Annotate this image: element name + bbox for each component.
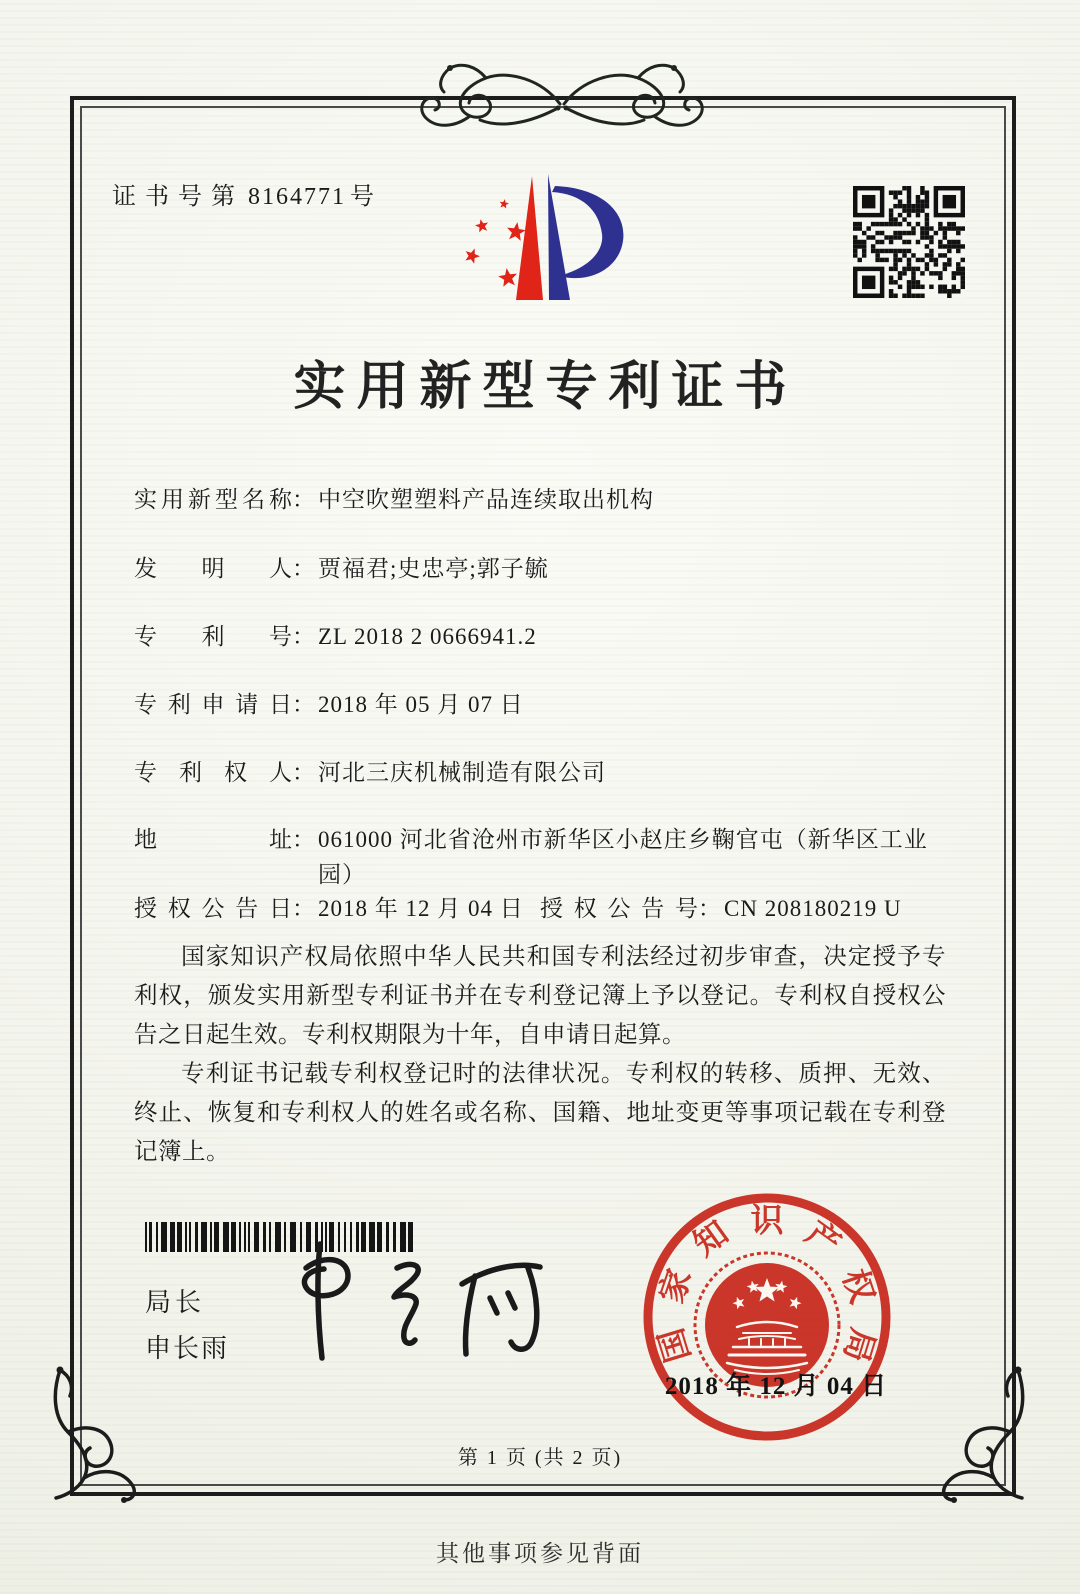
svg-text:知: 知 (687, 1215, 736, 1264)
certificate-title: 实用新型专利证书 (293, 359, 798, 416)
field-value: ZL 2018 2 0666941.2 (318, 624, 537, 649)
back-side-note: 其他事项参见背面 (436, 1541, 644, 1566)
field-colon: ： (292, 624, 315, 649)
bottom-left-flourish (46, 1366, 160, 1504)
svg-text:产: 产 (798, 1215, 847, 1264)
bottom-right-flourish (918, 1366, 1032, 1504)
commissioner-name: 申长雨 (145, 1334, 230, 1363)
field-label: 授权公告日 (134, 896, 292, 921)
svg-text:识: 识 (750, 1203, 784, 1240)
field-value: 2018 年 12 月 04 日 (318, 896, 524, 921)
field-label: 专利号 (134, 624, 292, 649)
field-row-inventors (134, 551, 994, 586)
field-label: 专利申请日 (134, 692, 292, 717)
field-value: 2018 年 05 月 07 日 (318, 692, 524, 717)
top-flourish-ornament (392, 58, 732, 144)
field-colon: ： (292, 896, 315, 921)
field-value: 061000 河北省沧州市新华区小赵庄乡鞠官屯（新华区工业园） (318, 827, 928, 887)
field-row-patent-number (134, 619, 994, 654)
field-row-address (134, 822, 994, 892)
grant-number-group (540, 891, 902, 926)
official-seal (638, 1188, 896, 1446)
field-value: 河北三庆机械制造有限公司 (318, 760, 606, 785)
legal-paragraph-2: 专利证书记载专利权登记时的法律状况。专利权的转移、质押、无效、终止、恢复和专利权人的姓名或名称、国籍、地址变更等事项记载在专利登记簿上。 (134, 1061, 946, 1165)
commissioner-title: 局长 (145, 1288, 206, 1317)
field-value: 贾福君;史忠亭;郭子毓 (318, 556, 549, 581)
field-label: 发明人 (134, 556, 292, 581)
svg-text:权: 权 (835, 1265, 880, 1308)
field-label: 地址 (134, 827, 292, 852)
field-colon: ： (292, 827, 315, 852)
certificate-number-suffix: 号 (350, 184, 383, 210)
field-row-patentee (134, 755, 994, 790)
field-value: 中空吹塑塑料产品连续取出机构 (318, 487, 654, 512)
svg-text:局: 局 (836, 1323, 881, 1366)
svg-text:家: 家 (654, 1265, 699, 1308)
cnipa-logo-icon (452, 166, 632, 312)
qr-code (853, 186, 965, 298)
certificate-number (112, 176, 383, 211)
certificate-number-value: 8164771 (248, 184, 346, 210)
field-row-grant (134, 891, 994, 926)
field-value: CN 208180219 U (724, 896, 902, 921)
field-colon: ： (292, 760, 315, 785)
field-colon: ： (292, 487, 315, 512)
field-label: 授权公告号 (540, 896, 698, 921)
field-row-filing-date (134, 687, 994, 722)
signature-shen-changyu (262, 1238, 577, 1366)
field-colon: ： (292, 556, 315, 581)
field-label: 实用新型名称 (134, 487, 292, 512)
legal-text-block (134, 938, 946, 1172)
legal-paragraph-1: 国家知识产权局依照中华人民共和国专利法经过初步审查，决定授予专利权，颁发实用新型专利证书并在专利登记簿上予以登记。专利权自授权公告之日起生效。专利权期限为十年，自申请日起算。 (134, 944, 946, 1048)
seal-date: 2018 年 12 月 04 日 (664, 1373, 888, 1400)
field-colon: ： (292, 692, 315, 717)
svg-text:国: 国 (653, 1323, 698, 1366)
page-number: 第 1 页 (共 2 页) (457, 1447, 623, 1469)
field-row-utility-model-name (134, 482, 994, 517)
field-colon: ： (698, 896, 721, 921)
certificate-number-prefix: 证书号第 (112, 184, 244, 210)
field-label: 专利权人 (134, 760, 292, 785)
